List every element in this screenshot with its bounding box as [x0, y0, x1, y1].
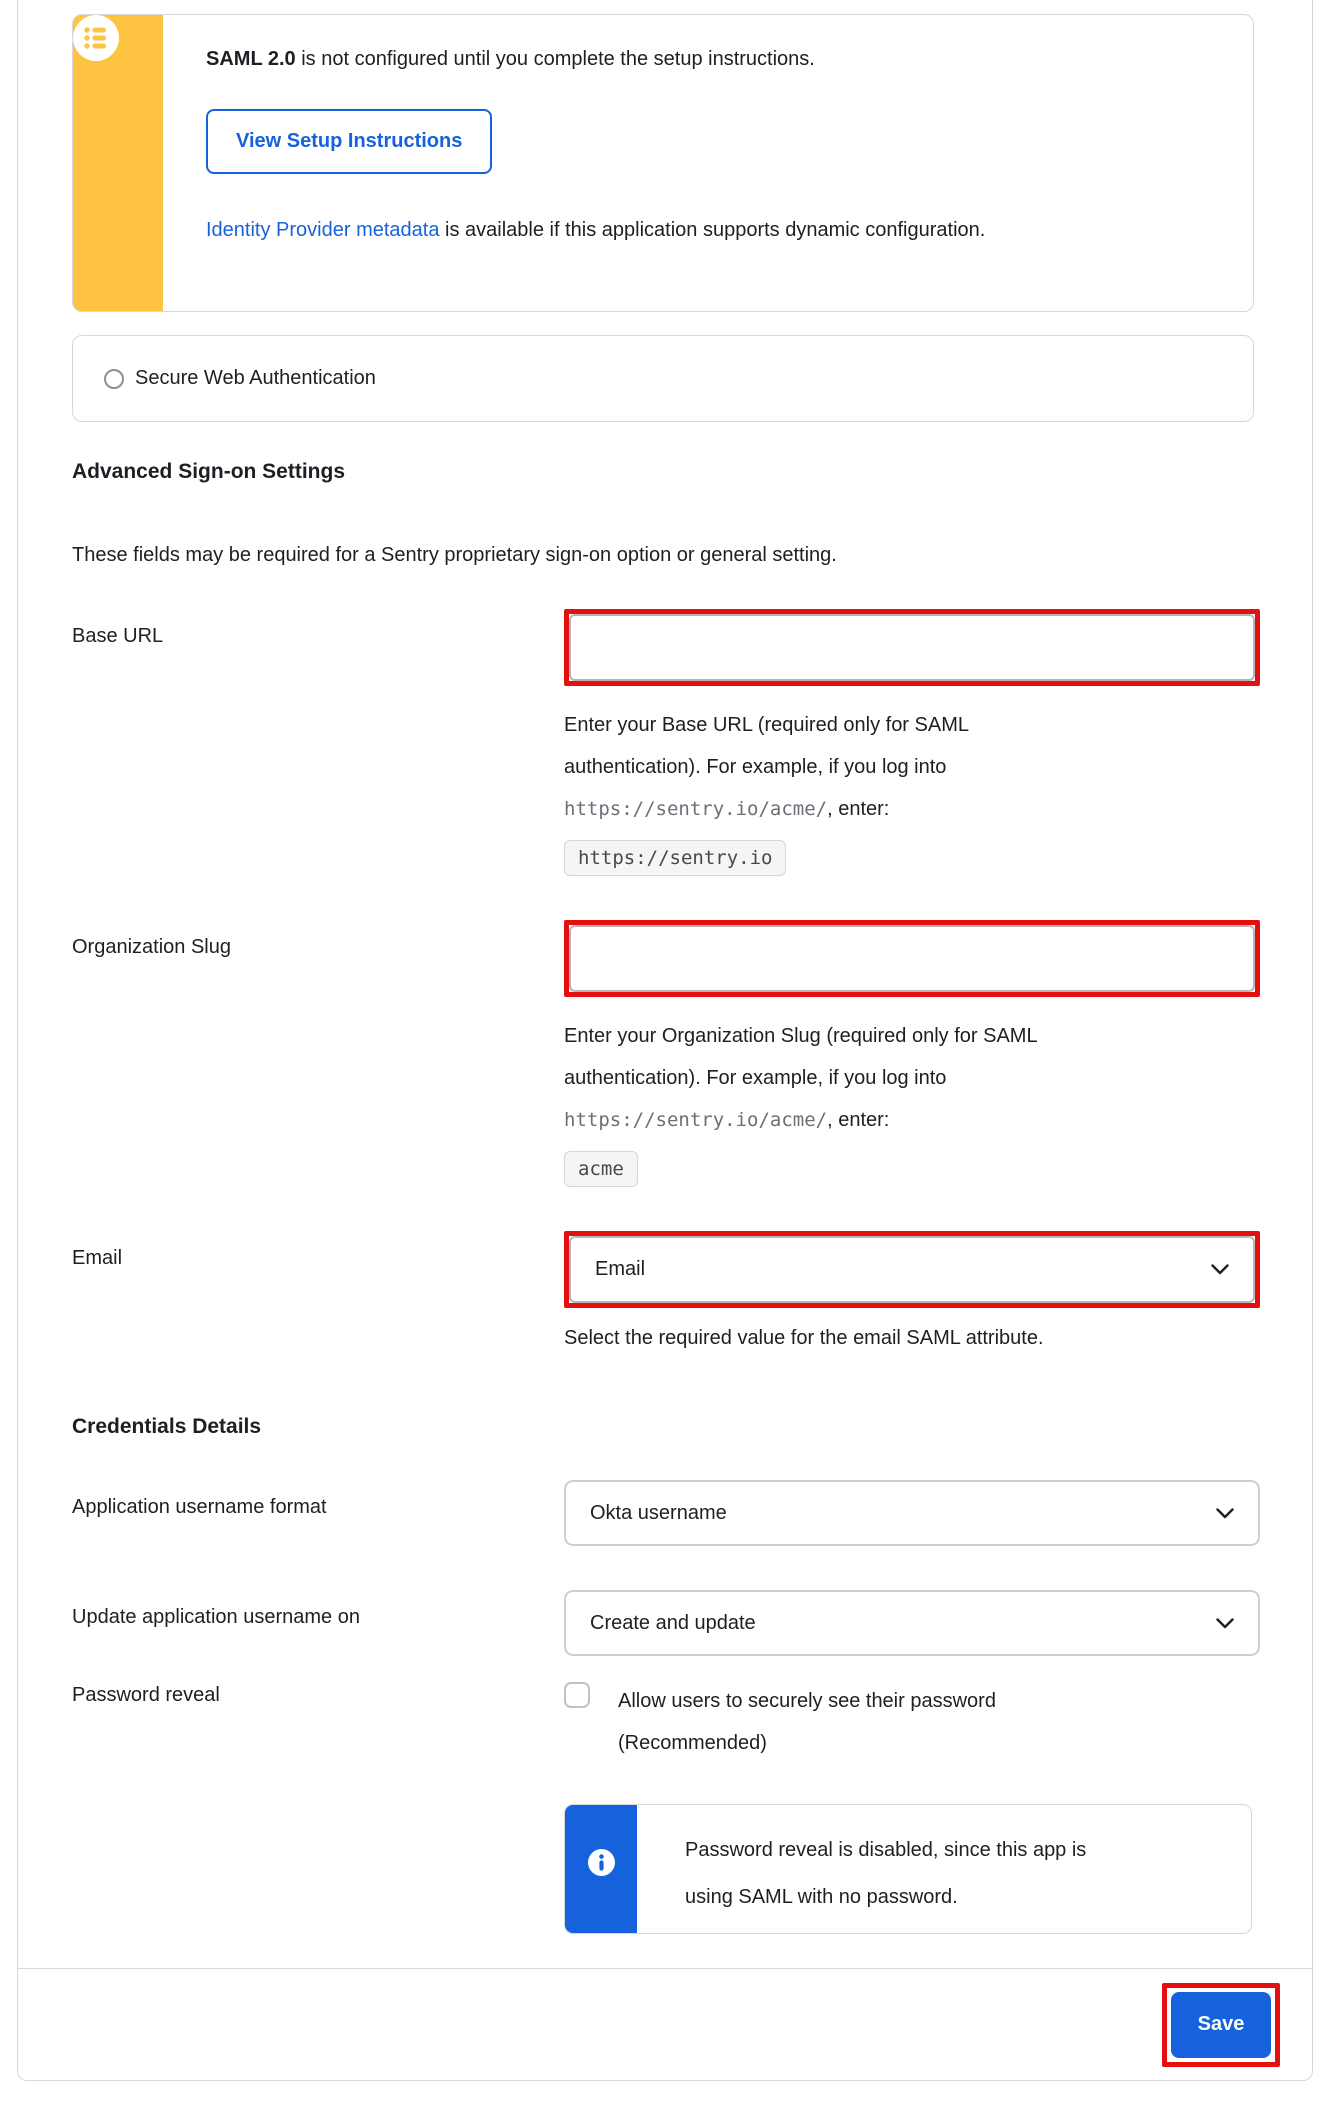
base-url-help: Enter your Base URL (required only for SAML authentication). For example, if you log into https://sentry.io/acme/, enter: [564, 714, 969, 820]
info-callout-text: Password reveal is disabled, since this app is using SAML with no password. [685, 1839, 1087, 1908]
info-strip [565, 1805, 637, 1933]
swa-option-label: Secure Web Authentication [135, 367, 376, 389]
advanced-signon-description: These fields may be required for a Sentry proprietary sign-on option or general setting. [72, 544, 837, 566]
update-username-label: Update application username on [72, 1606, 360, 1628]
password-reveal-row [72, 1680, 1254, 1934]
saml-warning-callout [72, 14, 1254, 312]
saml-version: SAML 2.0 [206, 48, 296, 70]
organization-slug-input[interactable] [569, 925, 1255, 992]
username-format-row [72, 1480, 1254, 1546]
footer-bar [18, 1968, 1312, 2080]
info-icon [588, 1849, 615, 1876]
organization-slug-annotation-box [564, 920, 1260, 997]
email-row [72, 1231, 1254, 1359]
metadata-message: Identity Provider metadata is available if this application supports dynamic configuration. [206, 219, 986, 241]
advanced-signon-title: Advanced Sign-on Settings [72, 460, 346, 483]
chevron-down-icon [1216, 1502, 1234, 1525]
view-setup-instructions-button[interactable]: View Setup Instructions [206, 109, 492, 174]
base-url-row [72, 609, 1254, 876]
identity-provider-metadata-link[interactable]: Identity Provider metadata [206, 219, 440, 241]
organization-slug-help: Enter your Organization Slug (required only for SAML authentication). For example, if you log into https://sentry.io/acme/, enter: [564, 1025, 1038, 1131]
email-help: Select the required value for the email SAML attribute. [564, 1327, 1044, 1349]
saml-status-message: SAML 2.0 is not configured until you complete the setup instructions. [206, 48, 815, 70]
password-reveal-checkbox[interactable] [564, 1682, 590, 1708]
email-select[interactable] [569, 1236, 1255, 1303]
swa-radio-button[interactable] [104, 369, 124, 389]
update-username-selected-value: Create and update [590, 1611, 756, 1634]
organization-slug-row [72, 920, 1254, 1187]
organization-slug-example-chip: acme [564, 1151, 638, 1187]
email-label: Email [72, 1247, 123, 1269]
save-button[interactable]: Save [1171, 1992, 1271, 2058]
username-format-label: Application username format [72, 1496, 327, 1518]
base-url-annotation-box [564, 609, 1260, 686]
update-username-select[interactable] [564, 1590, 1260, 1656]
password-reveal-label: Password reveal [72, 1684, 220, 1706]
organization-slug-label: Organization Slug [72, 936, 231, 958]
chevron-down-icon [1211, 1258, 1229, 1281]
swa-option-box[interactable] [72, 335, 1254, 422]
update-username-row [72, 1590, 1254, 1656]
base-url-label: Base URL [72, 625, 164, 647]
callout-body [163, 15, 1253, 311]
credentials-details-title: Credentials Details [72, 1415, 262, 1438]
example-url-text: https://sentry.io/acme/ [564, 1109, 828, 1131]
password-reveal-checkbox-label: Allow users to securely see their password (Recommended) [618, 1690, 996, 1754]
base-url-example-chip: https://sentry.io [564, 840, 786, 876]
example-url-text: https://sentry.io/acme/ [564, 798, 828, 820]
email-selected-value: Email [595, 1258, 646, 1280]
password-reveal-info-callout [564, 1804, 1252, 1934]
username-format-select[interactable] [564, 1480, 1260, 1546]
bulleted-list-icon [73, 48, 119, 65]
chevron-down-icon [1216, 1612, 1234, 1635]
settings-card [17, 0, 1313, 2081]
username-format-selected-value: Okta username [590, 1501, 727, 1524]
email-annotation-box [564, 1231, 1260, 1308]
base-url-input[interactable] [569, 614, 1255, 681]
warning-strip [73, 15, 163, 311]
save-annotation-box [1162, 1983, 1280, 2067]
